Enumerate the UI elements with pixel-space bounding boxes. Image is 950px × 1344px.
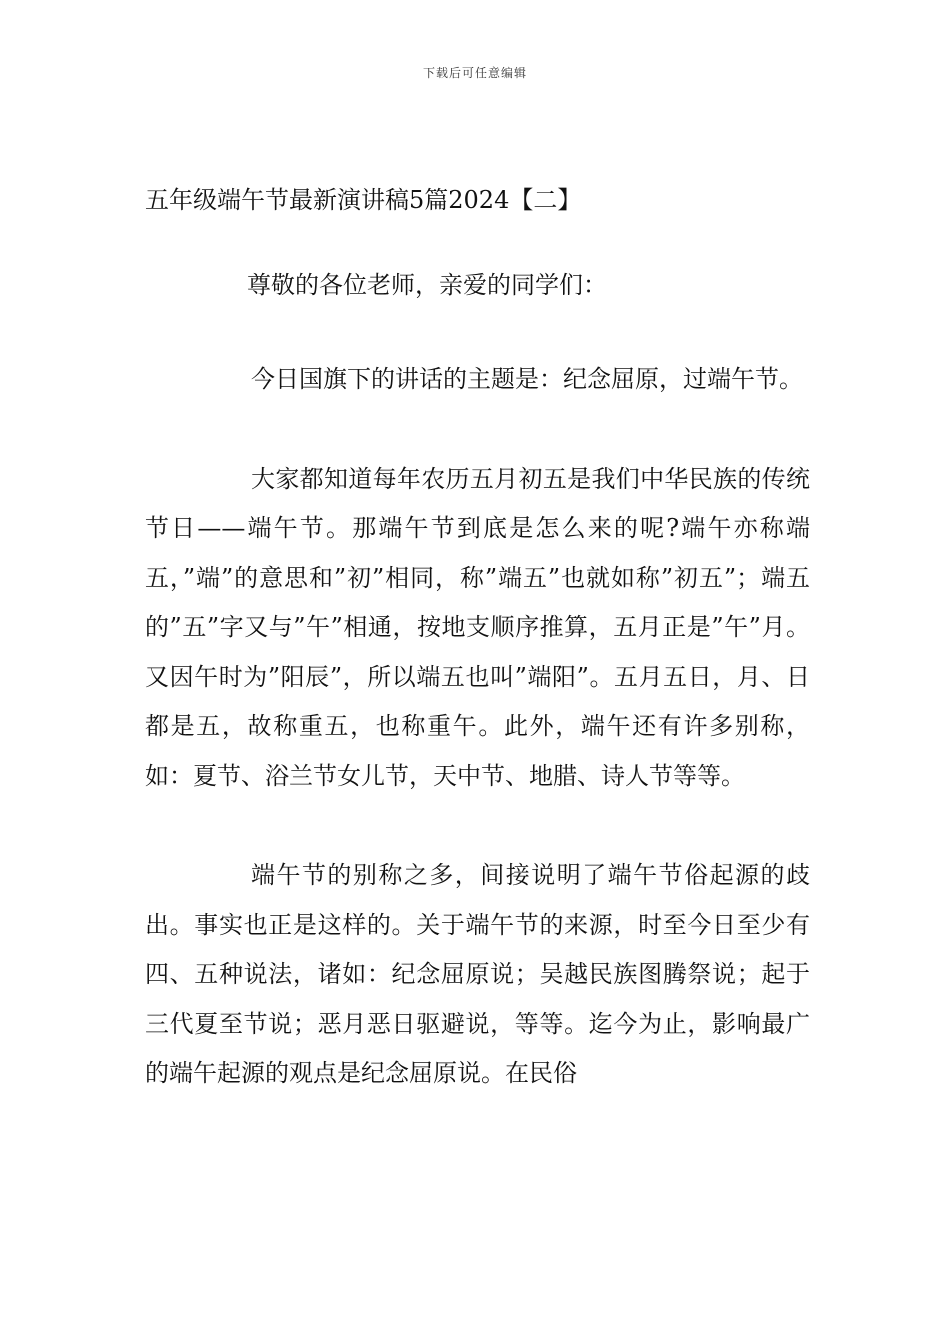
paragraph-1: 今日国旗下的讲话的主题是：纪念屈原，过端午节。 (251, 365, 803, 393)
document-body (145, 180, 810, 1099)
document-title: 五年级端午节最新演讲稿5篇2024【二】 (145, 186, 582, 214)
paragraph-3: 端午节的别称之多，间接说明了端午节俗起源的歧出。事实也正是这样的。关于端午节的来源，时至今日至少有四、五种说法，诸如：纪念屈原说；吴越民族图腾祭说；起于三代夏至节说；恶月恶日驱避说，等等。迄今为止，影响最广的端午起源的观点是纪念屈原说。在民俗 (145, 861, 810, 1087)
page-header: 下载后可任意编辑 (422, 66, 527, 80)
greeting: 尊敬的各位老师，亲爱的同学们： (247, 271, 607, 299)
paragraph-2: 大家都知道每年农历五月初五是我们中华民族的传统节日——端午节。那端午节到底是怎么来的呢?端午亦称端五，”端”的意思和”初”相同，称”端五”也就如称”初五”；端五的”五”字又与”午”相通，按地支顺序推算，五月正是”午”月。又因午时为”阳辰”，所以端五也叫”端阳”。五月五日，月、日都是五，故称重五，也称重午。此外，端午还有许多别称，如：夏节、浴兰节女儿节，天中节、地腊、诗人节等等。 (145, 464, 810, 790)
